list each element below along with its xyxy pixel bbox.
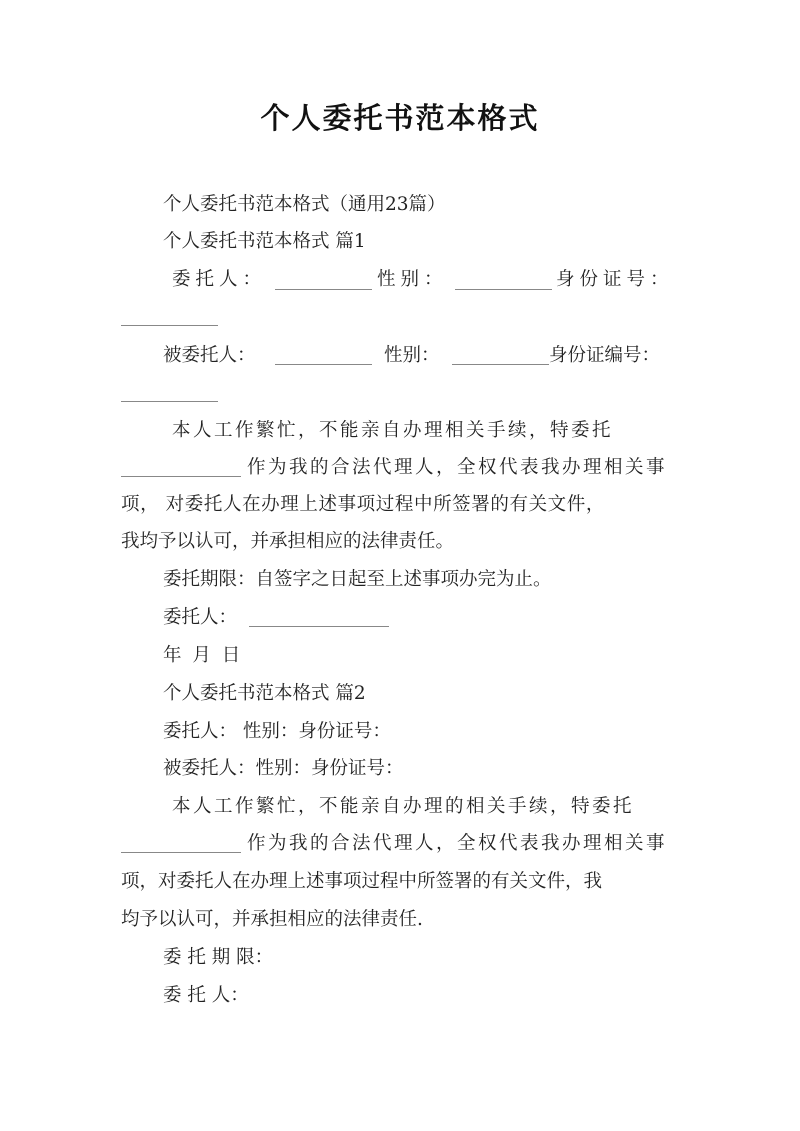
document-subtitle: 个人委托书范本格式（通用23篇） <box>163 194 446 215</box>
sec1-para-line1: 本人工作繁忙，不能亲自办理相关手续，特委托 <box>172 420 614 441</box>
sec2-delegate-blank <box>121 851 241 853</box>
sec1-delegate-blank <box>121 475 241 477</box>
sec1-signature-blank <box>249 625 389 627</box>
sec1-agent-id-label: 身份证编号： <box>549 345 661 366</box>
section2-heading: 个人委托书范本格式 篇2 <box>163 683 366 704</box>
sec1-agent-label: 被委托人： <box>163 345 256 366</box>
sec1-para-line4: 我均予以认可，并承担相应的法律责任。 <box>121 531 455 552</box>
sec1-para-line2: 作为我的合法代理人，全权代表我办理相关事 <box>247 457 668 478</box>
agent-id-blank <box>121 400 218 402</box>
sec1-signer-label: 委托人： <box>163 607 238 628</box>
sec1-para-line3: 项， 对委托人在办理上述事项过程中所签署的有关文件， <box>121 494 605 515</box>
sec2-para-line1: 本人工作繁忙，不能亲自办理的相关手续，特委托 <box>172 796 635 817</box>
agent-name-blank <box>275 363 372 365</box>
section1-heading: 个人委托书范本格式 篇1 <box>163 231 366 252</box>
sec1-period: 委托期限：自签字之日起至上述事项办完为止。 <box>163 569 552 590</box>
sec2-principal-line: 委托人： 性别：身份证号： <box>163 721 391 742</box>
sec1-agent-gender-label: 性别： <box>384 345 440 366</box>
page-title: 个人委托书范本格式 <box>260 101 540 135</box>
agent-gender-blank <box>452 363 549 365</box>
sec2-para-line2: 作为我的合法代理人，全权代表我办理相关事 <box>247 833 668 854</box>
principal-id-blank <box>121 324 218 326</box>
sec1-principal-label: 委托人： <box>172 269 267 290</box>
sec2-period: 委 托 期 限： <box>163 947 274 968</box>
sec1-gender-label: 性别： <box>377 269 448 290</box>
sec1-id-label: 身份证号： <box>556 269 674 290</box>
principal-gender-blank <box>455 288 552 290</box>
sec1-date: 年 月 日 <box>163 645 243 666</box>
principal-name-blank <box>275 288 372 290</box>
sec2-signer: 委 托 人： <box>163 985 249 1006</box>
sec2-para-line3: 项，对委托人在办理上述事项过程中所签署的有关文件，我 <box>121 871 603 892</box>
sec2-para-line4: 均予以认可，并承担相应的法律责任. <box>121 909 423 930</box>
sec2-agent-line: 被委托人：性别：身份证号： <box>163 758 404 779</box>
